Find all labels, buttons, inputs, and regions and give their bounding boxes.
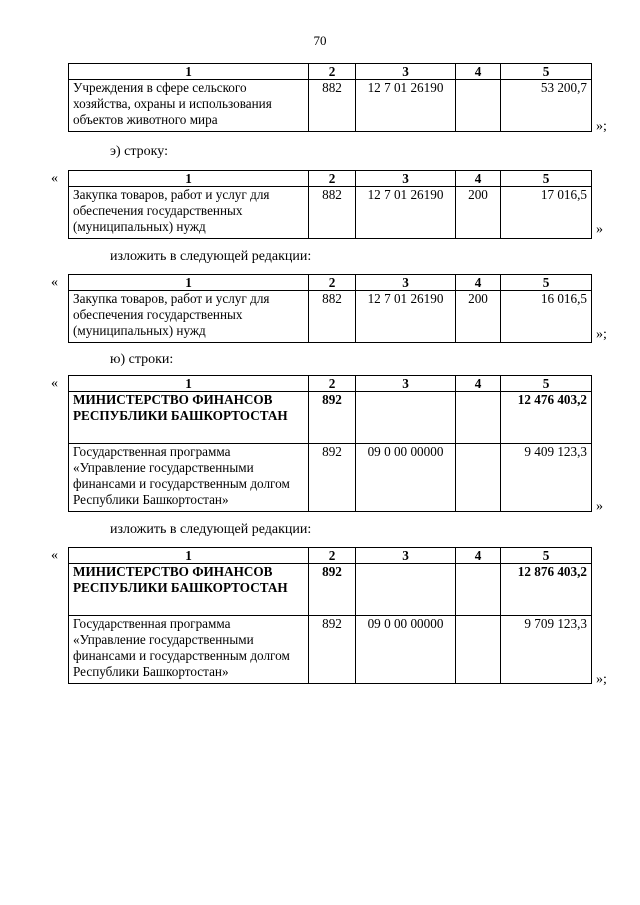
row-code: 892 <box>309 564 356 616</box>
header-col-1: 1 <box>69 548 309 564</box>
header-col-2: 2 <box>309 171 356 187</box>
opening-quote: « <box>51 171 58 186</box>
row-amount: 9 409 123,3 <box>501 444 592 512</box>
row-target <box>356 564 456 616</box>
row-type: 200 <box>456 291 501 343</box>
closing-quote: »; <box>596 672 607 687</box>
header-col-4: 4 <box>456 548 501 564</box>
paragraph-redaction-2: изложить в следующей редакции: <box>110 522 312 537</box>
table-header-row <box>69 548 592 564</box>
header-col-3: 3 <box>356 275 456 291</box>
opening-quote: « <box>51 548 58 563</box>
header-col-4: 4 <box>456 64 501 80</box>
header-col-1: 1 <box>69 64 309 80</box>
row-target <box>356 392 456 444</box>
row-type <box>456 80 501 132</box>
row-name: Закупка товаров, работ и услуг для обеспечения государственных (муниципальных) нужд <box>69 187 309 239</box>
header-col-2: 2 <box>309 548 356 564</box>
closing-quote: »; <box>596 327 607 342</box>
row-target: 12 7 01 26190 <box>356 187 456 239</box>
row-name: Государственная программа «Управление государственными финансами и государственным долгом Республики Башкортостан» <box>69 444 309 512</box>
budget-table-5 <box>68 547 592 684</box>
opening-quote: « <box>51 376 58 391</box>
budget-table-2 <box>68 170 592 239</box>
budget-table-1 <box>68 63 592 132</box>
table-header-row <box>69 275 592 291</box>
header-col-5: 5 <box>501 548 592 564</box>
header-col-4: 4 <box>456 376 501 392</box>
row-target: 12 7 01 26190 <box>356 80 456 132</box>
row-type <box>456 392 501 444</box>
table-row <box>69 80 592 132</box>
paragraph-e: э) строку: <box>110 144 168 159</box>
row-type <box>456 564 501 616</box>
row-amount: 9 709 123,3 <box>501 616 592 684</box>
row-type: 200 <box>456 187 501 239</box>
table-header-row <box>69 64 592 80</box>
closing-quote: »; <box>596 119 607 134</box>
header-col-2: 2 <box>309 376 356 392</box>
row-name: МИНИСТЕРСТВО ФИНАНСОВ РЕСПУБЛИКИ БАШКОРТОСТАН <box>69 564 309 616</box>
row-code: 882 <box>309 187 356 239</box>
row-name: МИНИСТЕРСТВО ФИНАНСОВ РЕСПУБЛИКИ БАШКОРТОСТАН <box>69 392 309 444</box>
table-header-row <box>69 171 592 187</box>
row-type <box>456 616 501 684</box>
header-col-3: 3 <box>356 548 456 564</box>
table-row <box>69 187 592 239</box>
header-col-2: 2 <box>309 275 356 291</box>
row-name: Закупка товаров, работ и услуг для обеспечения государственных (муниципальных) нужд <box>69 291 309 343</box>
header-col-3: 3 <box>356 376 456 392</box>
table-row <box>69 616 592 684</box>
header-col-3: 3 <box>356 171 456 187</box>
header-col-5: 5 <box>501 376 592 392</box>
table-row <box>69 392 592 444</box>
header-col-5: 5 <box>501 64 592 80</box>
header-col-4: 4 <box>456 275 501 291</box>
table-row <box>69 291 592 343</box>
table-row <box>69 564 592 616</box>
row-target: 09 0 00 00000 <box>356 616 456 684</box>
header-col-5: 5 <box>501 171 592 187</box>
row-amount: 53 200,7 <box>501 80 592 132</box>
budget-table-4 <box>68 375 592 512</box>
header-col-1: 1 <box>69 171 309 187</box>
header-col-4: 4 <box>456 171 501 187</box>
row-code: 892 <box>309 392 356 444</box>
row-amount: 12 876 403,2 <box>501 564 592 616</box>
row-amount: 16 016,5 <box>501 291 592 343</box>
header-col-2: 2 <box>309 64 356 80</box>
table-row <box>69 444 592 512</box>
row-code: 882 <box>309 80 356 132</box>
row-target: 12 7 01 26190 <box>356 291 456 343</box>
row-code: 892 <box>309 616 356 684</box>
row-target: 09 0 00 00000 <box>356 444 456 512</box>
row-type <box>456 444 501 512</box>
budget-table-3 <box>68 274 592 343</box>
row-code: 892 <box>309 444 356 512</box>
table-header-row <box>69 376 592 392</box>
row-amount: 17 016,5 <box>501 187 592 239</box>
row-amount: 12 476 403,2 <box>501 392 592 444</box>
header-col-1: 1 <box>69 376 309 392</box>
row-code: 882 <box>309 291 356 343</box>
opening-quote: « <box>51 275 58 290</box>
header-col-1: 1 <box>69 275 309 291</box>
page-number: 70 <box>313 33 327 48</box>
closing-quote: » <box>596 222 603 237</box>
row-name: Государственная программа «Управление государственными финансами и государственным долгом Республики Башкортостан» <box>69 616 309 684</box>
header-col-3: 3 <box>356 64 456 80</box>
header-col-5: 5 <box>501 275 592 291</box>
row-name: Учреждения в сфере сельского хозяйства, охраны и использования объектов животного мира <box>69 80 309 132</box>
paragraph-redaction-1: изложить в следующей редакции: <box>110 249 312 264</box>
paragraph-yu: ю) строки: <box>110 352 174 367</box>
closing-quote: » <box>596 499 603 514</box>
